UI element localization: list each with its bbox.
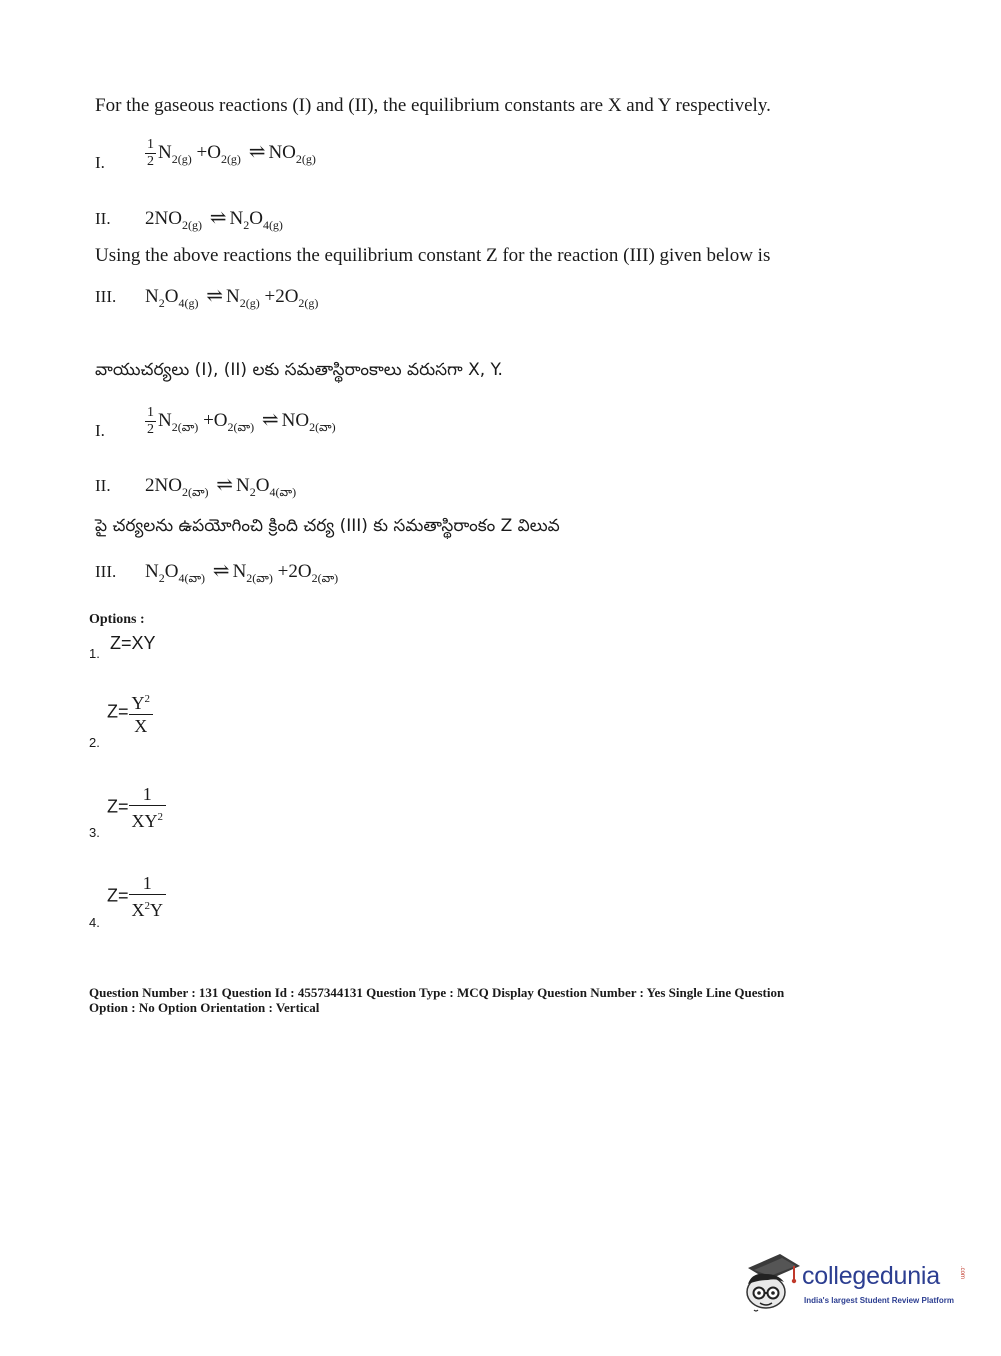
half-fraction [145, 137, 156, 170]
option-2-expr[interactable] [107, 688, 153, 737]
option-3-number: 3. [89, 825, 100, 840]
superscript: 2 [144, 900, 151, 912]
numerator: 1 [129, 783, 167, 806]
option-fraction [129, 783, 167, 832]
equilibrium-arrow-icon: ⇌ [248, 140, 266, 163]
species: 2NO [145, 208, 182, 229]
equilibrium-arrow-icon: ⇌ [206, 285, 223, 307]
subscript: 2(g) [181, 218, 202, 232]
equilibrium-arrow-icon: ⇌ [261, 408, 279, 431]
reaction-3-en [145, 283, 318, 311]
subscript: 2(g) [220, 151, 241, 166]
numerator: 1 [129, 872, 167, 895]
option-3-expr[interactable] [107, 783, 166, 832]
equilibrium-arrow-icon: ⇌ [212, 560, 230, 582]
equilibrium-arrow-icon: ⇌ [216, 474, 234, 496]
species: 2O [288, 561, 312, 582]
option-4-number: 4. [89, 915, 100, 930]
species: O [164, 286, 179, 307]
reaction-label-2: II. [95, 209, 111, 228]
option-fraction [129, 688, 154, 737]
superscript: 2 [157, 811, 164, 823]
question-text-te: వాయుచర్యలు (I), (II) లకు సమతాస్థిరాంకాలు వరుసగా X, Y. [95, 360, 503, 380]
equilibrium-arrow-icon: ⇌ [209, 207, 227, 229]
logo-tagline: India's largest Student Review Platform [804, 1296, 954, 1305]
subscript: 2 [158, 571, 165, 585]
logo-dotcom: .com [959, 1266, 965, 1280]
denominator: XY [131, 811, 158, 831]
reaction-1-te [145, 405, 336, 438]
species: N [229, 208, 244, 229]
collegedunia-logo[interactable] [742, 1250, 972, 1316]
subscript: 2(వా) [246, 571, 273, 585]
question-text-en: For the gaseous reactions (I) and (II), the equilibrium constants are X and Y respectively. [95, 95, 771, 116]
species: N [145, 286, 159, 307]
question-meta-line-1: Question Number : 131 Question Id : 4557344131 Question Type : MCQ Display Question Number : Yes Single Line Question [89, 985, 785, 1000]
subscript: 2(g) [171, 151, 192, 166]
subscript: 2(వా) [181, 485, 209, 499]
fraction-numerator: 1 [147, 137, 154, 152]
superscript: 2 [144, 693, 151, 705]
species: N [158, 409, 172, 431]
option-1-expr[interactable]: Z=XY [110, 633, 156, 653]
reaction-label-2-te: II. [95, 476, 111, 495]
option-2-number: 2. [89, 735, 100, 750]
logo-wordmark: collegedunia [802, 1262, 940, 1290]
species: NO [268, 141, 296, 163]
option-lhs: Z= [107, 796, 129, 817]
reaction-label-1-te: I. [95, 421, 105, 440]
denominator: Y [150, 900, 164, 920]
subscript: 2(g) [298, 296, 319, 310]
numerator: Y [131, 693, 145, 713]
species: O [164, 561, 179, 582]
reaction-2-te [145, 472, 296, 502]
subscript: 2 [243, 218, 250, 232]
species: N [145, 561, 159, 582]
fraction-denominator: 2 [147, 422, 154, 437]
fraction-numerator: 1 [147, 405, 154, 420]
reaction-label-3: III. [95, 287, 117, 306]
subscript: 2(g) [295, 151, 316, 166]
subscript: 2(వా) [227, 419, 255, 434]
species: 2O [275, 286, 299, 307]
subscript: 2 [158, 296, 165, 310]
species: O [207, 141, 221, 163]
plus-sign: + [277, 561, 289, 582]
subscript: 2 [249, 485, 256, 499]
subscript: 4(వా) [178, 571, 206, 585]
subscript: 2(వా) [311, 571, 339, 585]
species: O [255, 475, 270, 496]
denominator: X [134, 716, 148, 736]
half-fraction [145, 405, 156, 438]
species: N [158, 141, 172, 163]
reaction-2-en [145, 205, 283, 233]
subscript: 4(g) [178, 296, 199, 310]
subscript: 2(వా) [171, 419, 199, 434]
option-fraction [129, 872, 167, 921]
species: N [225, 286, 240, 307]
mascot-icon [742, 1250, 802, 1312]
species: O [213, 409, 228, 431]
fraction-denominator: 2 [147, 154, 154, 169]
subscript: 2(వా) [309, 419, 336, 434]
species: 2NO [145, 475, 182, 496]
options-label: Options : [89, 612, 145, 627]
species: N [236, 475, 250, 496]
species: NO [281, 409, 310, 431]
species: O [249, 208, 263, 229]
reaction-3-te [145, 558, 338, 588]
reaction-label-1: I. [95, 153, 105, 172]
subscript: 2(g) [239, 296, 260, 310]
subscript: 4(వా) [269, 485, 297, 499]
species: N [232, 561, 247, 582]
plus-sign: + [196, 141, 208, 163]
reaction-1-en [145, 137, 316, 170]
reaction-label-3-te: III. [95, 562, 117, 581]
subscript: 4(g) [262, 218, 283, 232]
option-1-number: 1. [89, 646, 100, 661]
denominator: X [131, 900, 145, 920]
using-text-en: Using the above reactions the equilibrium constant Z for the reaction (III) given below is [95, 245, 771, 266]
plus-sign: + [264, 286, 276, 307]
option-lhs: Z= [107, 885, 129, 906]
question-meta-line-2: Option : No Option Orientation : Vertical [89, 1000, 320, 1015]
option-lhs: Z= [107, 701, 129, 722]
plus-sign: + [203, 409, 214, 431]
using-text-te: పై చర్యలను ఉపయోగించి క్రింది చర్య (III) కు సమతాస్థిరాంకం Z విలువ [95, 516, 560, 536]
option-4-expr[interactable] [107, 872, 166, 921]
